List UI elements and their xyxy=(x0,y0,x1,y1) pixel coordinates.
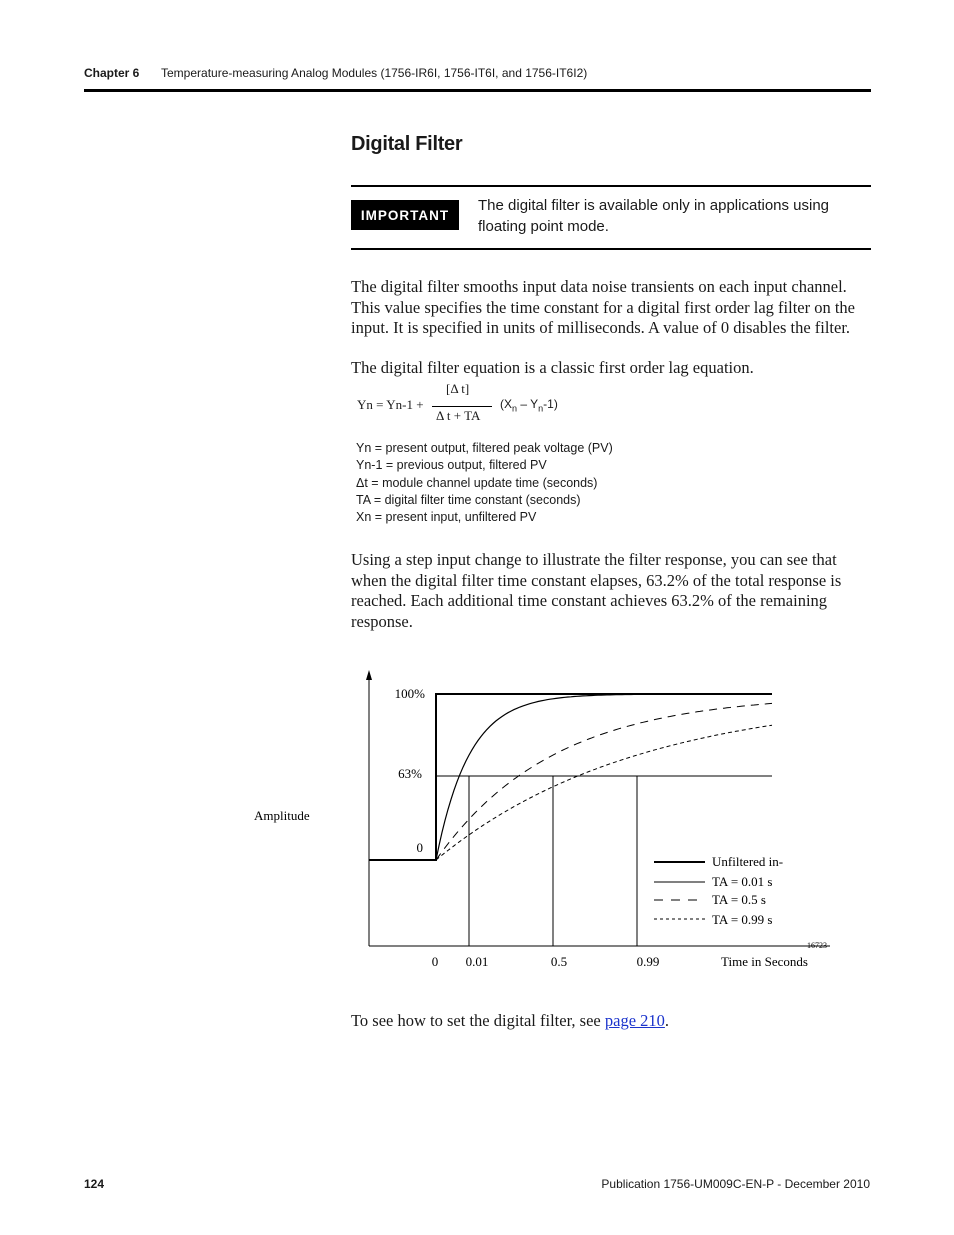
equation-denominator: Δ t + TA xyxy=(436,408,481,423)
paragraph-equation-intro: The digital filter equation is a classic first order lag equation. xyxy=(351,358,754,377)
figure-id: 16723 xyxy=(807,941,827,950)
legend-label-ta-0-5: TA = 0.5 s xyxy=(712,892,766,907)
chapter-title: Temperature-measuring Analog Modules (1756-IR6I, 1756-IT6I, and 1756-IT6I2) xyxy=(161,66,588,80)
header-rule xyxy=(84,89,871,92)
x-axis-label: Time in Seconds xyxy=(721,954,808,969)
important-bottom-rule xyxy=(351,248,871,250)
equation-lhs: Yn = Yn-1 + xyxy=(357,397,424,412)
series-ta-0-01 xyxy=(436,694,772,860)
paragraph-intro: The digital filter smooths input data noise transients on each input channel. This value specifies the time constant for a digital first order lag filter on the input. It is specified in units of milliseconds. A value of 0 disables the filter. xyxy=(351,277,856,337)
definition-xn: Xn = present input, unfiltered PV xyxy=(356,510,537,524)
section-title: Digital Filter xyxy=(351,133,463,155)
equation-fraction-bar xyxy=(432,406,492,407)
x-tick-0-99: 0.99 xyxy=(636,954,660,969)
x-tick-0-5: 0.5 xyxy=(550,954,568,969)
legend-label-unfiltered: Unfiltered in- xyxy=(712,854,784,869)
y-tick-0: 0 xyxy=(416,840,423,855)
paragraph-see-also: To see how to set the digital filter, see page 210. xyxy=(351,1011,670,1030)
definition-ta: TA = digital filter time constant (seconds) xyxy=(356,493,581,507)
page-210-link[interactable]: page 210 xyxy=(604,1011,665,1030)
series-ta-0-5 xyxy=(436,703,772,860)
x-tick-0-01: 0.01 xyxy=(465,954,489,969)
important-text: The digital filter is available only in applications using floating point mode. xyxy=(478,197,830,235)
definition-delta-t: Δt = module channel update time (seconds) xyxy=(356,476,598,490)
important-badge: IMPORTANT xyxy=(351,200,459,230)
y-tick-100: 100% xyxy=(394,686,425,701)
chapter-label: Chapter 6 xyxy=(84,66,140,80)
x-tick-0: 0 xyxy=(431,954,439,969)
important-top-rule xyxy=(351,185,871,187)
y-axis-arrow xyxy=(366,670,372,680)
publication-info: Publication 1756-UM009C-EN-P - December 2010 xyxy=(601,1177,870,1191)
equation-rhs: $(X_n - Y_n-1)$ xyxy=(500,397,558,414)
equation-numerator: [Δ t] xyxy=(446,381,470,396)
y-tick-63: 63% xyxy=(398,766,422,781)
y-axis-label: Amplitude xyxy=(254,808,310,823)
legend-label-ta-0-01: TA = 0.01 s xyxy=(712,874,773,889)
paragraph-step-response: Using a step input change to illustrate the filter response, you can see that when the digital filter time constant elapses, 63.2% of the total response is reached. Each additional time constant achieves 63.2% of the remaining response. xyxy=(351,550,842,631)
legend-label-ta-0-99: TA = 0.99 s xyxy=(712,912,773,927)
filter-response-chart xyxy=(240,660,840,980)
series-ta-0-99 xyxy=(436,725,772,860)
definition-yn: Yn = present output, filtered peak voltage (PV) xyxy=(356,441,613,455)
page-number: 124 xyxy=(84,1177,105,1191)
series-unfiltered xyxy=(369,694,772,860)
definition-yn-1: Yn-1 = previous output, filtered PV xyxy=(356,458,547,472)
